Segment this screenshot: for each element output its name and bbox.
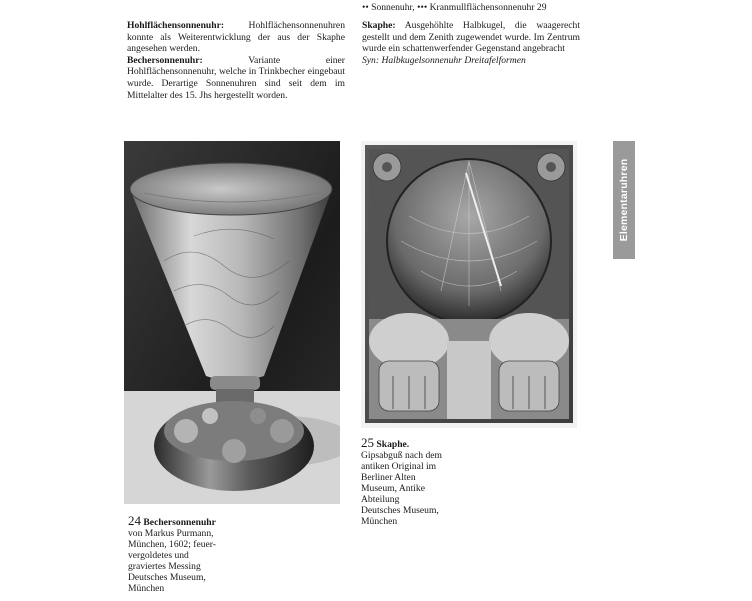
skaphe-image: [361, 141, 577, 428]
entry-becher: [127, 55, 345, 101]
caption-25-line: Museum, Antike: [361, 483, 425, 494]
photo-skaphe: [361, 141, 577, 428]
caption-24-line: München: [128, 583, 165, 594]
caption-25-line: antiken Original im: [361, 461, 437, 472]
figure-25-number: 25: [361, 435, 374, 450]
caption-25-line: Gipsabguß nach dem: [361, 450, 442, 461]
entry-hohlflaechen-text: Hohlflächensonnenuhren konnte als Weiterentwicklung der aus der Skaphe angesehen werden.: [127, 20, 345, 55]
photo-bechersonnenuhr: [124, 141, 340, 504]
entry-becher-term: Bechersonnenuhr:: [127, 54, 203, 66]
entry-becher-text: Variante einer Hohlflächensonnenuhr, welche in Trinkbecher eingebaut wurde. Derartige Sonnenuhren sind seit dem im Mittelalter des 15. Jhs hergestellt worden.: [127, 54, 345, 101]
entry-hohlflaechen: [127, 20, 345, 55]
caption-24-title-line: [128, 515, 278, 528]
running-header: [362, 2, 580, 14]
running-header-text: •• Sonnenuhr, ••• Kranmullflächensonnenuhr 29: [362, 2, 547, 13]
caption-25-line: München: [361, 516, 398, 527]
caption-24-line: vergoldetes und: [128, 550, 189, 561]
caption-25-line: Abteilung: [361, 494, 400, 505]
caption-24-line: München, 1602; feuer-: [128, 539, 216, 550]
caption-25-line: Deutsches Museum,: [361, 505, 439, 516]
caption-24-line: von Markus Purmann,: [128, 528, 214, 539]
side-tab[interactable]: [613, 141, 635, 259]
caption-25-line: Berliner Alten: [361, 472, 416, 483]
entry-skaphe-term: Skaphe:: [362, 20, 396, 31]
caption-24-line: Deutsches Museum,: [128, 572, 206, 583]
figure-24-title: Bechersonnenuhr: [143, 517, 216, 528]
left-text-block: [127, 20, 345, 101]
figure-25-title: Skaphe.: [376, 439, 410, 450]
caption-figure-25: [361, 437, 511, 527]
entry-hohlflaechen-term: Hohlflächensonnenuhr:: [127, 20, 225, 31]
caption-25-title-line: [361, 437, 511, 450]
caption-figure-24: [128, 515, 278, 594]
figure-24-number: 24: [128, 513, 141, 528]
entry-skaphe-text: Ausgehöhlte Halbkugel, die waagerecht gestellt und dem Zenith zugewendet wurde. Im Zentrum wurde ein schattenwerfender Gegenstand angebracht: [362, 20, 580, 55]
bechersonnenuhr-image: [124, 141, 340, 504]
caption-24-line: graviertes Messing: [128, 561, 201, 572]
entry-skaphe-source: Syn: Halbkugelsonnenuhr Dreitafelformen: [362, 54, 526, 66]
right-text-block: [362, 20, 580, 66]
side-tab-label: Elementaruhren: [618, 158, 630, 242]
entry-skaphe: [362, 20, 580, 55]
